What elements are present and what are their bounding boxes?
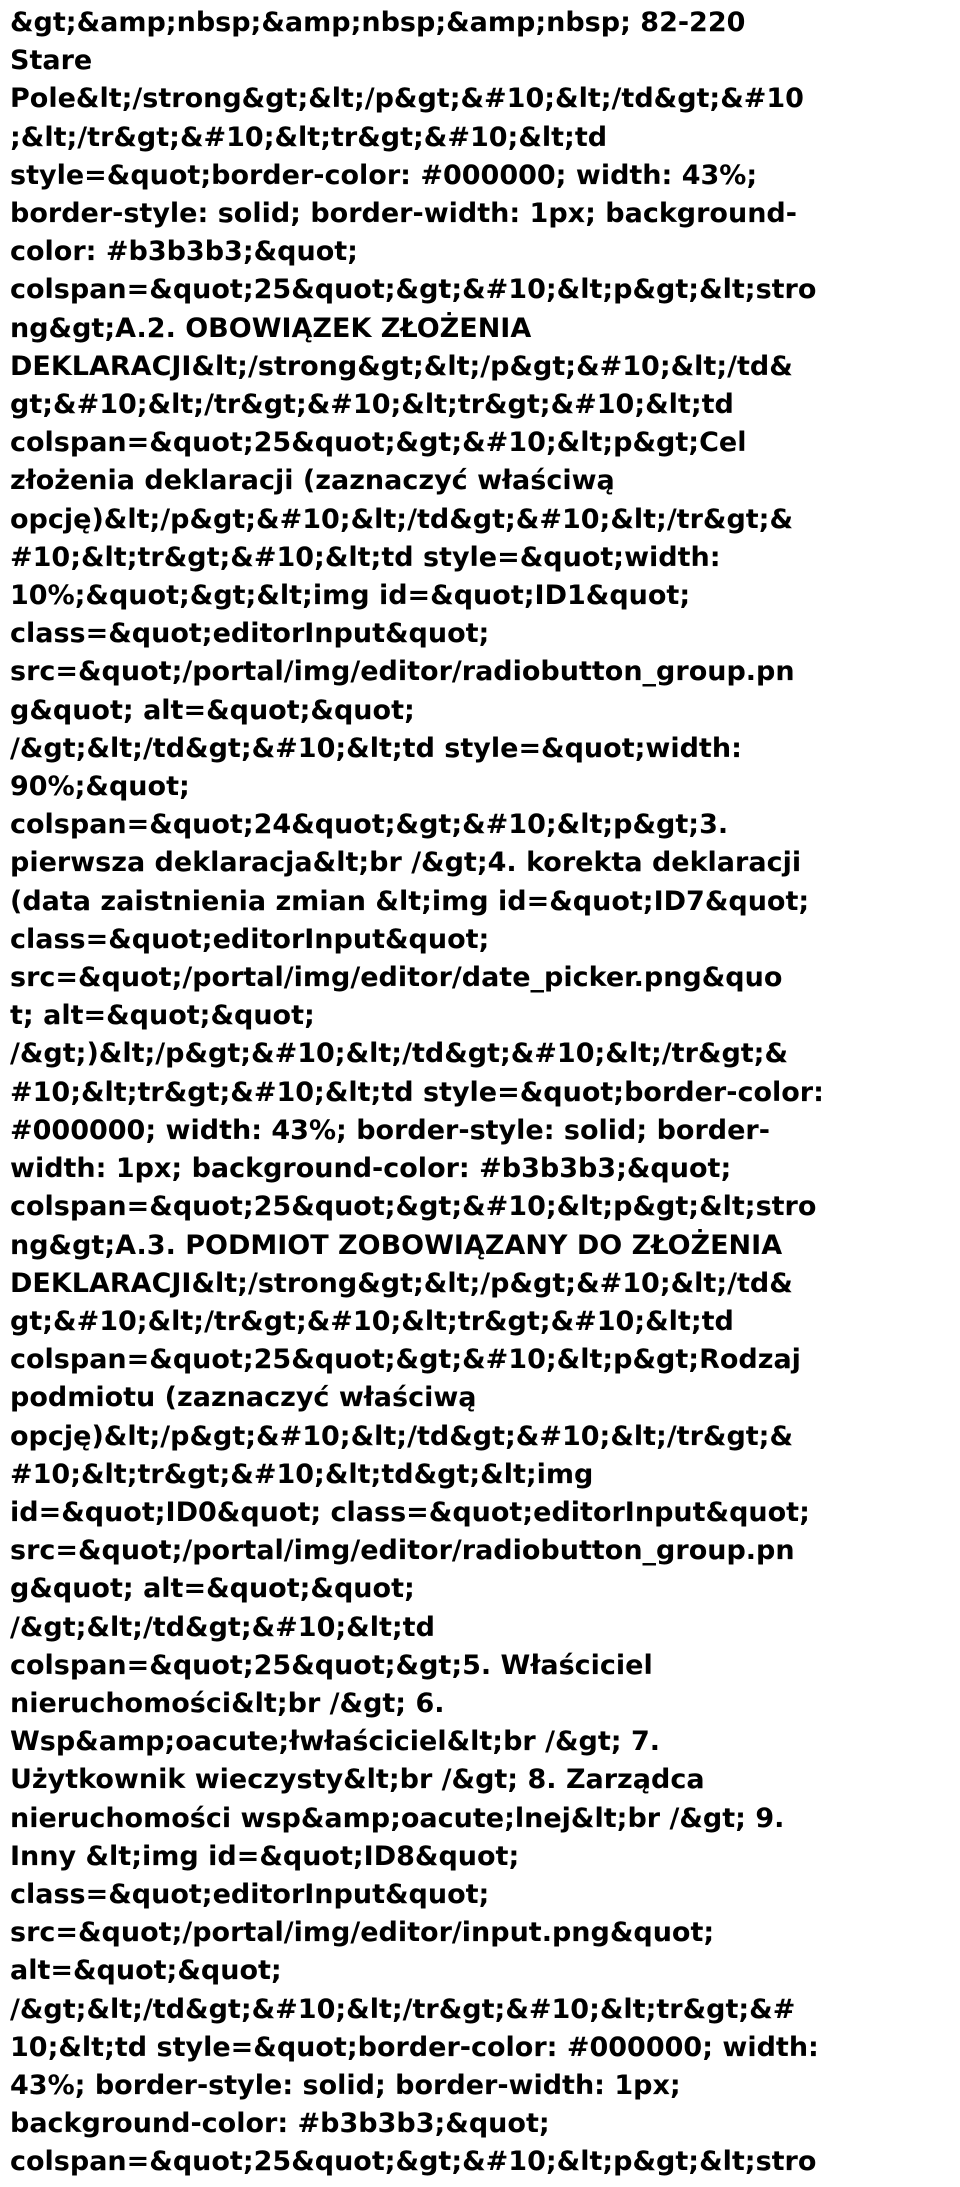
text-line: src=&quot;/portal/img/editor/date_picker.png&quo bbox=[10, 962, 783, 994]
text-line: #10;&lt;tr&gt;&#10;&lt;td style=&quot;border-color: bbox=[10, 1076, 824, 1108]
text-line: background-color: #b3b3b3;&quot; bbox=[10, 2108, 550, 2140]
text-line: /&gt;&lt;/td&gt;&#10;&lt;td bbox=[10, 1611, 435, 1643]
text-line: opcję)&lt;/p&gt;&#10;&lt;/td&gt;&#10;&lt;/tr&gt;& bbox=[10, 1420, 794, 1452]
text-line: Użytkownik wieczysty&lt;br /&gt; 8. Zarządca bbox=[10, 1764, 705, 1796]
text-line: colspan=&quot;25&quot;&gt;&#10;&lt;p&gt;&lt;stro bbox=[10, 2146, 817, 2178]
text-line: #10;&lt;tr&gt;&#10;&lt;td style=&quot;width: bbox=[10, 541, 721, 573]
text-line: DEKLARACJI&lt;/strong&gt;&lt;/p&gt;&#10;&lt;/td& bbox=[10, 1267, 793, 1299]
text-line: g&quot; alt=&quot;&quot; bbox=[10, 1573, 415, 1605]
text-line: colspan=&quot;25&quot;&gt;&#10;&lt;p&gt;&lt;stro bbox=[10, 1191, 817, 1223]
text-line: src=&quot;/portal/img/editor/input.png&quot; bbox=[10, 1917, 715, 1949]
text-line: colspan=&quot;25&quot;&gt;&#10;&lt;p&gt;&lt;stro bbox=[10, 274, 817, 306]
text-line: Stare bbox=[10, 45, 93, 77]
text-line: ng&gt;A.2. OBOWIĄZEK ZŁOŻENIA bbox=[10, 312, 532, 344]
text-line: /&gt;&lt;/td&gt;&#10;&lt;td style=&quot;width: bbox=[10, 732, 742, 764]
text-line: style=&quot;border-color: #000000; width: 43%; bbox=[10, 159, 758, 191]
text-line: /&gt;)&lt;/p&gt;&#10;&lt;/td&gt;&#10;&lt;/tr&gt;& bbox=[10, 1038, 789, 1070]
text-line: Wsp&amp;oacute;łwłaściciel&lt;br /&gt; 7. bbox=[10, 1726, 661, 1758]
text-line: ;&lt;/tr&gt;&#10;&lt;tr&gt;&#10;&lt;td bbox=[10, 121, 608, 153]
text-line: gt;&#10;&lt;/tr&gt;&#10;&lt;tr&gt;&#10;&lt;td bbox=[10, 1305, 734, 1337]
text-line: t; alt=&quot;&quot; bbox=[10, 1000, 315, 1032]
text-line: src=&quot;/portal/img/editor/radiobutton_group.pn bbox=[10, 656, 795, 688]
text-line: 43%; border-style: solid; border-width: 1px; bbox=[10, 2069, 681, 2101]
text-line: (data zaistnienia zmian &lt;img id=&quot;ID7&quot; bbox=[10, 885, 810, 917]
escaped-html-source-text bbox=[10, 4, 950, 2182]
text-line: nieruchomości&lt;br /&gt; 6. bbox=[10, 1687, 445, 1719]
text-line: class=&quot;editorInput&quot; bbox=[10, 618, 490, 650]
text-line: #10;&lt;tr&gt;&#10;&lt;td&gt;&lt;img bbox=[10, 1458, 594, 1490]
text-line: 10;&lt;td style=&quot;border-color: #000000; width: bbox=[10, 2031, 819, 2063]
text-line: złożenia deklaracji (zaznaczyć właściwą bbox=[10, 465, 615, 497]
text-line: DEKLARACJI&lt;/strong&gt;&lt;/p&gt;&#10;&lt;/td& bbox=[10, 350, 793, 382]
text-line: podmiotu (zaznaczyć właściwą bbox=[10, 1382, 477, 1414]
text-line: color: #b3b3b3;&quot; bbox=[10, 236, 358, 268]
text-line: #000000; width: 43%; border-style: solid; border- bbox=[10, 1114, 770, 1146]
text-line: src=&quot;/portal/img/editor/radiobutton_group.pn bbox=[10, 1535, 795, 1567]
text-line: 10%;&quot;&gt;&lt;img id=&quot;ID1&quot; bbox=[10, 580, 691, 612]
text-line: opcję)&lt;/p&gt;&#10;&lt;/td&gt;&#10;&lt;/tr&gt;& bbox=[10, 503, 794, 535]
text-line: &gt;&amp;nbsp;&amp;nbsp;&amp;nbsp; 82-220 bbox=[10, 7, 746, 38]
text-line: colspan=&quot;24&quot;&gt;&#10;&lt;p&gt;3. bbox=[10, 809, 729, 841]
text-line: alt=&quot;&quot; bbox=[10, 1955, 282, 1987]
text-line: width: 1px; background-color: #b3b3b3;&quot; bbox=[10, 1153, 732, 1185]
text-line: class=&quot;editorInput&quot; bbox=[10, 923, 490, 955]
text-line: g&quot; alt=&quot;&quot; bbox=[10, 694, 415, 726]
text-line: colspan=&quot;25&quot;&gt;&#10;&lt;p&gt;Cel bbox=[10, 427, 747, 459]
text-line: Inny &lt;img id=&quot;ID8&quot; bbox=[10, 1840, 520, 1872]
text-line: colspan=&quot;25&quot;&gt;5. Właściciel bbox=[10, 1649, 653, 1681]
text-line: ng&gt;A.3. PODMIOT ZOBOWIĄZANY DO ZŁOŻENIA bbox=[10, 1229, 783, 1261]
text-line: colspan=&quot;25&quot;&gt;&#10;&lt;p&gt;Rodzaj bbox=[10, 1344, 801, 1376]
text-line: gt;&#10;&lt;/tr&gt;&#10;&lt;tr&gt;&#10;&lt;td bbox=[10, 389, 734, 421]
text-line: Pole&lt;/strong&gt;&lt;/p&gt;&#10;&lt;/td&gt;&#10 bbox=[10, 83, 804, 115]
text-line: border-style: solid; border-width: 1px; background- bbox=[10, 198, 797, 230]
text-line: class=&quot;editorInput&quot; bbox=[10, 1878, 490, 1910]
text-line: nieruchomości wsp&amp;oacute;lnej&lt;br /&gt; 9. bbox=[10, 1802, 785, 1834]
text-line: 90%;&quot; bbox=[10, 771, 190, 803]
text-line: pierwsza deklaracja&lt;br /&gt;4. korekta deklaracji bbox=[10, 847, 802, 879]
text-line: /&gt;&lt;/td&gt;&#10;&lt;/tr&gt;&#10;&lt;tr&gt;&# bbox=[10, 1993, 796, 2025]
text-line: id=&quot;ID0&quot; class=&quot;editorInput&quot; bbox=[10, 1496, 810, 1528]
